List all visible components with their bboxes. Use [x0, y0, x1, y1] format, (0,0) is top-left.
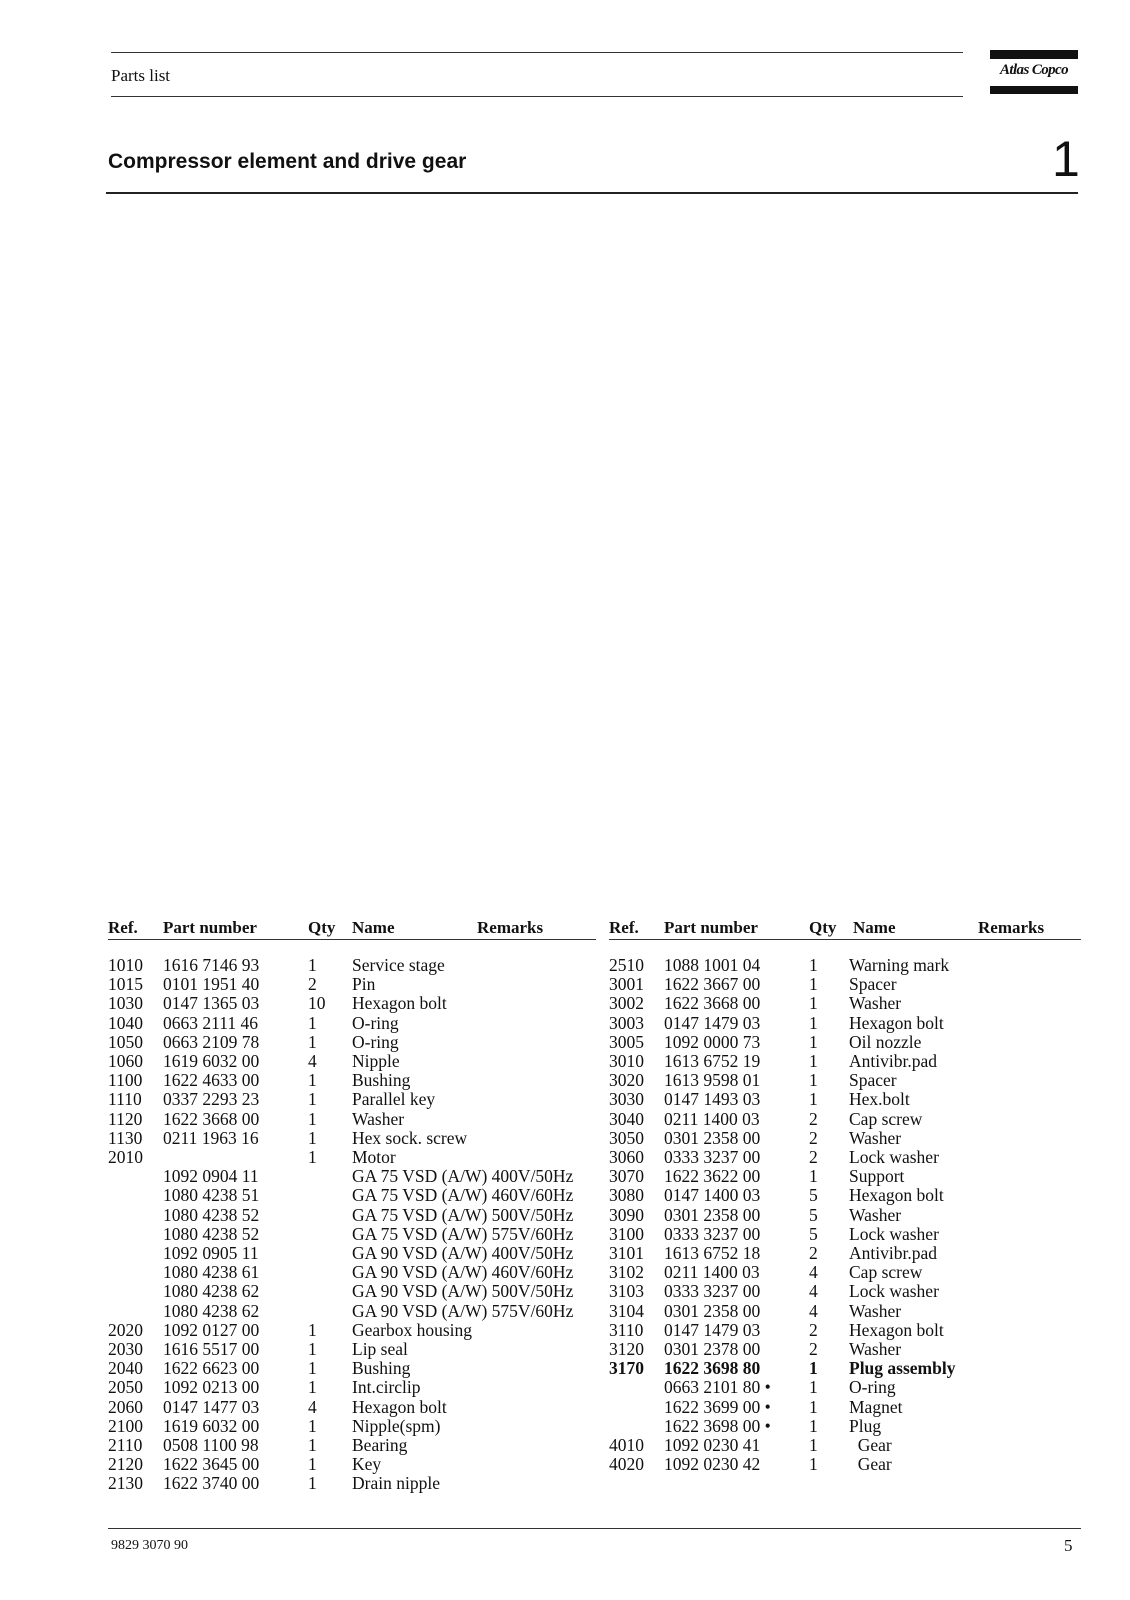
name-cell: Gear — [849, 1454, 892, 1475]
qty-cell: 4 — [809, 1262, 818, 1283]
left-parts-table — [108, 956, 598, 1496]
ref-cell: 3050 — [609, 1127, 644, 1148]
part-number-cell: 1080 4238 62 — [163, 1281, 260, 1302]
part-number-cell: 1613 9598 01 — [664, 1070, 761, 1091]
name-cell: Washer — [849, 1204, 902, 1225]
name-cell: Magnet — [849, 1396, 903, 1417]
qty-cell: 4 — [809, 1281, 818, 1302]
header-top-rule — [111, 52, 963, 53]
ref-cell: 3060 — [609, 1147, 644, 1167]
name-cell: GA 75 VSD (A/W) 500V/50Hz — [352, 1204, 574, 1225]
part-number-cell: 1613 6752 19 — [664, 1051, 761, 1071]
part-number-cell: 0333 3237 00 — [664, 1147, 761, 1167]
qty-cell: 1 — [809, 993, 818, 1014]
name-cell: O-ring — [352, 1012, 399, 1033]
right-header-rule — [609, 939, 1081, 940]
part-number-cell: 0301 2358 00 — [664, 1204, 761, 1225]
qty-cell: 1 — [308, 1108, 317, 1129]
name-cell: Hex sock. screw — [352, 1127, 468, 1148]
name-cell: Spacer — [849, 1070, 897, 1091]
part-number-cell: 1622 3698 80 — [664, 1358, 761, 1379]
qty-cell: 1 — [809, 1089, 818, 1110]
ref-cell: 3110 — [609, 1319, 644, 1340]
part-number-cell: 1622 3668 00 — [163, 1108, 260, 1129]
part-number-cell: 0301 2358 00 — [664, 1300, 761, 1321]
qty-cell: 1 — [809, 1012, 818, 1033]
ref-cell: 1110 — [108, 1089, 142, 1110]
part-number-cell: 0147 1365 03 — [163, 993, 260, 1014]
ref-cell: 3120 — [609, 1339, 644, 1359]
ref-cell: 2050 — [108, 1377, 143, 1398]
name-cell: Antivibr.pad — [849, 1051, 937, 1071]
name-cell: Washer — [849, 1300, 902, 1321]
name-cell: Warning mark — [849, 955, 950, 975]
ref-cell: 4020 — [609, 1454, 644, 1475]
name-cell: Parallel key — [352, 1089, 436, 1110]
name-cell: Washer — [849, 1127, 902, 1148]
ref-cell: 3003 — [609, 1012, 644, 1033]
ref-cell: 2120 — [108, 1454, 143, 1475]
qty-cell: 2 — [308, 974, 317, 995]
qty-cell: 1 — [809, 1435, 818, 1455]
atlas-copco-logo — [990, 50, 1078, 94]
table-row — [108, 1359, 598, 1378]
header-part-number: Part number — [163, 918, 257, 937]
table-row — [108, 1378, 598, 1397]
name-cell: Bushing — [352, 1070, 411, 1091]
header-section-label: Parts list — [111, 66, 171, 85]
ref-cell: 3070 — [609, 1166, 644, 1187]
name-cell: Lock washer — [849, 1147, 939, 1167]
footer-rule — [108, 1528, 1081, 1529]
table-row — [609, 1052, 1079, 1071]
part-number-cell: 0333 3237 00 — [664, 1223, 761, 1244]
qty-cell: 1 — [308, 1473, 317, 1494]
part-number-cell: 1080 4238 51 — [163, 1185, 260, 1206]
name-cell: Key — [352, 1454, 382, 1475]
table-row — [609, 1206, 1079, 1225]
header-ref: Ref. — [108, 918, 138, 937]
ref-cell: 1130 — [108, 1127, 143, 1148]
table-row — [108, 1186, 598, 1205]
right-parts-table — [609, 956, 1079, 1496]
table-row — [108, 1474, 598, 1493]
table-row — [609, 975, 1079, 994]
qty-cell: 2 — [809, 1108, 818, 1129]
table-row — [609, 1417, 1079, 1436]
table-row — [609, 1455, 1079, 1474]
ref-cell: 2020 — [108, 1319, 143, 1340]
qty-cell: 1 — [308, 1415, 317, 1436]
table-row — [108, 1129, 598, 1148]
table-row — [108, 1302, 598, 1321]
qty-cell: 1 — [308, 1127, 317, 1148]
qty-cell: 1 — [308, 1070, 317, 1091]
ref-cell: 2010 — [108, 1147, 143, 1167]
name-cell: Lock washer — [849, 1281, 939, 1302]
ref-cell: 1010 — [108, 955, 143, 975]
table-row — [108, 994, 598, 1013]
qty-cell: 1 — [809, 1415, 818, 1436]
part-number-cell: 1080 4238 52 — [163, 1223, 260, 1244]
qty-cell: 2 — [809, 1127, 818, 1148]
part-number-cell: 0147 1479 03 — [664, 1012, 761, 1033]
ref-cell: 3100 — [609, 1223, 644, 1244]
part-number-cell: 1622 3740 00 — [163, 1473, 260, 1494]
header-qty: Qty — [308, 918, 336, 937]
part-number-cell: 1092 0127 00 — [163, 1319, 260, 1340]
table-row — [609, 1359, 1079, 1378]
logo-text: Atlas Copco — [1000, 62, 1068, 78]
table-row — [108, 1282, 598, 1301]
ref-cell: 1100 — [108, 1070, 143, 1091]
table-row — [609, 1225, 1079, 1244]
left-header-rule — [108, 939, 596, 940]
name-cell: Support — [849, 1166, 905, 1187]
ref-cell: 3102 — [609, 1262, 644, 1283]
ref-cell: 1030 — [108, 993, 143, 1014]
name-cell: GA 90 VSD (A/W) 460V/60Hz — [352, 1262, 574, 1283]
qty-cell: 2 — [809, 1147, 818, 1167]
part-number-cell: 1622 3622 00 — [664, 1166, 761, 1187]
qty-cell: 1 — [809, 1358, 818, 1379]
document-number: 9829 3070 90 — [111, 1538, 188, 1553]
part-number-cell: 1092 0000 73 — [664, 1031, 761, 1052]
table-row — [609, 1148, 1079, 1167]
ref-cell: 2110 — [108, 1435, 143, 1455]
table-row — [609, 1263, 1079, 1282]
name-cell: Motor — [352, 1147, 396, 1167]
table-row — [609, 1244, 1079, 1263]
name-cell: Spacer — [849, 974, 897, 995]
table-row — [609, 1110, 1079, 1129]
name-cell: Oil nozzle — [849, 1031, 922, 1052]
table-row — [609, 1014, 1079, 1033]
part-number-cell: 0101 1951 40 — [163, 974, 260, 995]
table-row — [609, 1071, 1079, 1090]
part-number-cell: 1092 0230 42 — [664, 1454, 761, 1475]
name-cell: Int.circlip — [352, 1377, 421, 1398]
table-row — [108, 1206, 598, 1225]
title-rule — [106, 192, 1078, 194]
page-title: Compressor element and drive gear — [108, 150, 467, 173]
qty-cell: 1 — [809, 1396, 818, 1417]
name-cell: Gear — [849, 1435, 892, 1455]
illustration-area — [108, 200, 1078, 900]
qty-cell: 5 — [809, 1204, 818, 1225]
header-remarks: Remarks — [978, 918, 1045, 937]
table-row — [108, 1225, 598, 1244]
table-row — [609, 1033, 1079, 1052]
part-number-cell: 0211 1963 16 — [163, 1127, 259, 1148]
ref-cell: 1060 — [108, 1051, 143, 1071]
qty-cell: 1 — [809, 1166, 818, 1187]
table-row — [609, 1129, 1079, 1148]
ref-cell: 3104 — [609, 1300, 644, 1321]
table-row — [609, 994, 1079, 1013]
table-row — [108, 1033, 598, 1052]
ref-cell: 3040 — [609, 1108, 644, 1129]
ref-cell: 3103 — [609, 1281, 644, 1302]
part-number-cell: 1080 4238 61 — [163, 1262, 260, 1283]
ref-cell: 2100 — [108, 1415, 143, 1436]
part-number-cell: 1622 3698 00 • — [664, 1415, 771, 1436]
qty-cell: 1 — [308, 1089, 317, 1110]
ref-cell: 3090 — [609, 1204, 644, 1225]
part-number-cell: 1622 3668 00 — [664, 993, 761, 1014]
table-row — [609, 1321, 1079, 1340]
ref-cell: 2510 — [609, 955, 644, 975]
table-row — [108, 1090, 598, 1109]
part-number-cell: 1619 6032 00 — [163, 1051, 260, 1071]
part-number-cell: 1622 4633 00 — [163, 1070, 260, 1091]
ref-cell: 1050 — [108, 1031, 143, 1052]
qty-cell: 1 — [308, 1339, 317, 1359]
ref-cell: 2060 — [108, 1396, 143, 1417]
qty-cell: 1 — [308, 1319, 317, 1340]
qty-cell: 1 — [809, 1070, 818, 1091]
part-number-cell: 1080 4238 52 — [163, 1204, 260, 1225]
name-cell: Plug — [849, 1415, 882, 1436]
ref-cell: 3010 — [609, 1051, 644, 1071]
header-qty: Qty — [809, 918, 837, 937]
qty-cell: 5 — [809, 1185, 818, 1206]
qty-cell: 2 — [809, 1243, 818, 1263]
table-row — [609, 1436, 1079, 1455]
name-cell: Lip seal — [352, 1339, 408, 1359]
name-cell: Service stage — [352, 955, 445, 975]
qty-cell: 10 — [308, 993, 326, 1014]
name-cell: Drain nipple — [352, 1473, 440, 1494]
part-number-cell: 0508 1100 98 — [163, 1435, 259, 1455]
name-cell: Washer — [849, 993, 902, 1014]
part-number-cell: 1616 7146 93 — [163, 955, 260, 975]
name-cell: Bearing — [352, 1435, 408, 1455]
name-cell: GA 75 VSD (A/W) 575V/60Hz — [352, 1223, 574, 1244]
part-number-cell: 0211 1400 03 — [664, 1108, 760, 1129]
table-row — [108, 1244, 598, 1263]
part-number-cell: 0147 1479 03 — [664, 1319, 761, 1340]
ref-cell: 1120 — [108, 1108, 143, 1129]
part-number-cell: 0147 1400 03 — [664, 1185, 761, 1206]
part-number-cell: 0147 1477 03 — [163, 1396, 260, 1417]
part-number-cell: 0301 2378 00 — [664, 1339, 761, 1359]
table-row — [609, 1378, 1079, 1397]
name-cell: Cap screw — [849, 1108, 923, 1129]
table-row — [108, 1321, 598, 1340]
header-bottom-rule — [111, 96, 963, 97]
ref-cell: 3001 — [609, 974, 644, 995]
part-number-cell: 1092 0905 11 — [163, 1243, 259, 1263]
name-cell: O-ring — [352, 1031, 399, 1052]
table-row — [108, 1340, 598, 1359]
name-cell: Washer — [849, 1339, 902, 1359]
part-number-cell: 0337 2293 23 — [163, 1089, 260, 1110]
qty-cell: 4 — [308, 1051, 317, 1071]
table-row — [609, 1090, 1079, 1109]
qty-cell: 1 — [308, 955, 317, 975]
table-row — [108, 1455, 598, 1474]
name-cell: O-ring — [849, 1377, 896, 1398]
page-number: 5 — [1064, 1536, 1073, 1555]
qty-cell: 1 — [308, 1031, 317, 1052]
table-row — [108, 1110, 598, 1129]
ref-cell: 1015 — [108, 974, 143, 995]
qty-cell: 1 — [308, 1012, 317, 1033]
qty-cell: 1 — [308, 1377, 317, 1398]
table-row — [108, 956, 598, 975]
name-cell: Hexagon bolt — [352, 1396, 447, 1417]
table-row — [108, 1167, 598, 1186]
name-cell: Plug assembly — [849, 1358, 956, 1379]
part-number-cell: 1092 0904 11 — [163, 1166, 259, 1187]
qty-cell: 1 — [809, 1031, 818, 1052]
qty-cell: 4 — [809, 1300, 818, 1321]
table-row — [108, 1263, 598, 1282]
part-number-cell: 1622 6623 00 — [163, 1358, 260, 1379]
table-row — [609, 1167, 1079, 1186]
name-cell: Washer — [352, 1108, 405, 1129]
header-ref: Ref. — [609, 918, 639, 937]
ref-cell: 3020 — [609, 1070, 644, 1091]
ref-cell: 2030 — [108, 1339, 143, 1359]
table-row — [108, 1071, 598, 1090]
table-row — [108, 1398, 598, 1417]
name-cell: Antivibr.pad — [849, 1243, 937, 1263]
table-row — [108, 975, 598, 994]
part-number-cell: 1092 0213 00 — [163, 1377, 260, 1398]
qty-cell: 2 — [809, 1339, 818, 1359]
part-number-cell: 1092 0230 41 — [664, 1435, 761, 1455]
qty-cell: 1 — [809, 1377, 818, 1398]
qty-cell: 2 — [809, 1319, 818, 1340]
qty-cell: 1 — [809, 1051, 818, 1071]
qty-cell: 1 — [308, 1147, 317, 1167]
qty-cell: 1 — [308, 1358, 317, 1379]
name-cell: Hexagon bolt — [352, 993, 447, 1014]
part-number-cell: 0663 2101 80 • — [664, 1377, 771, 1398]
ref-cell: 3080 — [609, 1185, 644, 1206]
header-name: Name — [853, 918, 896, 937]
header-remarks: Remarks — [477, 918, 544, 937]
table-row — [108, 1148, 598, 1167]
name-cell: Nipple(spm) — [352, 1415, 441, 1436]
ref-cell: 3005 — [609, 1031, 644, 1052]
table-row — [609, 1340, 1079, 1359]
name-cell: GA 90 VSD (A/W) 400V/50Hz — [352, 1243, 574, 1263]
table-row — [609, 1282, 1079, 1301]
name-cell: Gearbox housing — [352, 1319, 473, 1340]
name-cell: Hex.bolt — [849, 1089, 910, 1110]
ref-cell: 2130 — [108, 1473, 143, 1494]
name-cell: Lock washer — [849, 1223, 939, 1244]
name-cell: Hexagon bolt — [849, 1319, 944, 1340]
header-name: Name — [352, 918, 395, 937]
name-cell: GA 75 VSD (A/W) 460V/60Hz — [352, 1185, 574, 1206]
table-row — [609, 1186, 1079, 1205]
qty-cell: 1 — [809, 974, 818, 995]
part-number-cell: 1088 1001 04 — [664, 955, 761, 975]
part-number-cell: 0301 2358 00 — [664, 1127, 761, 1148]
header-part-number: Part number — [664, 918, 758, 937]
part-number-cell: 1622 3667 00 — [664, 974, 761, 995]
qty-cell: 5 — [809, 1223, 818, 1244]
part-number-cell: 0663 2111 46 — [163, 1012, 258, 1033]
part-number-cell: 0663 2109 78 — [163, 1031, 260, 1052]
part-number-cell: 1622 3645 00 — [163, 1454, 260, 1475]
ref-cell: 1040 — [108, 1012, 143, 1033]
table-row — [108, 1417, 598, 1436]
name-cell: Pin — [352, 974, 376, 995]
part-number-cell: 1619 6032 00 — [163, 1415, 260, 1436]
part-number-cell: 0147 1493 03 — [664, 1089, 761, 1110]
qty-cell: 1 — [809, 1454, 818, 1475]
name-cell: Nipple — [352, 1051, 400, 1071]
part-number-cell: 1616 5517 00 — [163, 1339, 260, 1359]
table-row — [108, 1014, 598, 1033]
name-cell: GA 90 VSD (A/W) 575V/60Hz — [352, 1300, 574, 1321]
name-cell: Hexagon bolt — [849, 1185, 944, 1206]
name-cell: Cap screw — [849, 1262, 923, 1283]
part-number-cell: 0211 1400 03 — [664, 1262, 760, 1283]
qty-cell: 1 — [308, 1454, 317, 1475]
section-number: 1 — [1052, 131, 1080, 187]
name-cell: GA 90 VSD (A/W) 500V/50Hz — [352, 1281, 574, 1302]
table-row — [108, 1436, 598, 1455]
ref-cell: 3030 — [609, 1089, 644, 1110]
table-row — [609, 1398, 1079, 1417]
name-cell: GA 75 VSD (A/W) 400V/50Hz — [352, 1166, 574, 1187]
qty-cell: 1 — [809, 955, 818, 975]
ref-cell: 3002 — [609, 993, 644, 1014]
ref-cell: 3170 — [609, 1358, 644, 1379]
part-number-cell: 1622 3699 00 • — [664, 1396, 771, 1417]
name-cell: Hexagon bolt — [849, 1012, 944, 1033]
name-cell: Bushing — [352, 1358, 411, 1379]
table-row — [609, 956, 1079, 975]
table-row — [108, 1052, 598, 1071]
qty-cell: 4 — [308, 1396, 317, 1417]
table-row — [609, 1302, 1079, 1321]
ref-cell: 4010 — [609, 1435, 644, 1455]
part-number-cell: 1080 4238 62 — [163, 1300, 260, 1321]
part-number-cell: 1613 6752 18 — [664, 1243, 761, 1263]
ref-cell: 2040 — [108, 1358, 143, 1379]
ref-cell: 3101 — [609, 1243, 644, 1263]
part-number-cell: 0333 3237 00 — [664, 1281, 761, 1302]
qty-cell: 1 — [308, 1435, 317, 1455]
